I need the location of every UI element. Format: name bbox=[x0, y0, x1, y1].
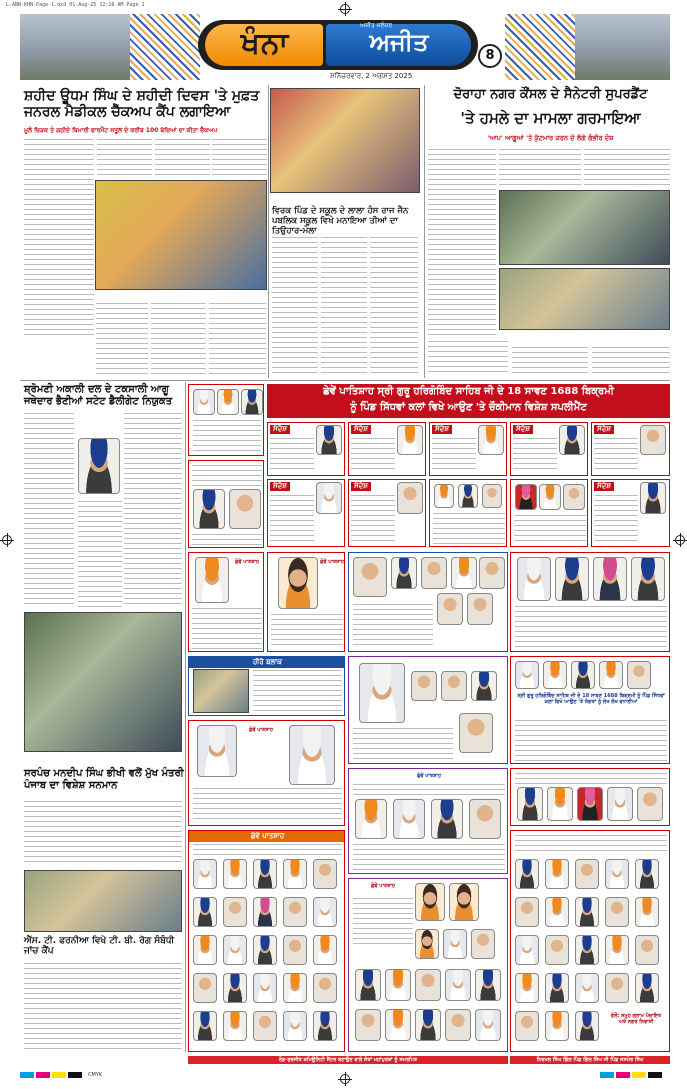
sandesh-label: ਸੰਦੇਸ਼ bbox=[351, 482, 371, 491]
ad-copy-block bbox=[353, 843, 505, 871]
ad-portrait bbox=[313, 973, 337, 1003]
ad-portrait bbox=[313, 1011, 337, 1041]
ad-portrait bbox=[316, 482, 342, 514]
ad-portrait bbox=[545, 897, 569, 927]
masthead-pattern-left bbox=[130, 14, 200, 80]
ad-portrait bbox=[223, 859, 247, 889]
ad-copy-block bbox=[253, 669, 342, 713]
ad-portrait bbox=[283, 1011, 307, 1041]
ad-portrait bbox=[283, 935, 307, 965]
ad-portrait bbox=[627, 661, 651, 689]
ad-portrait bbox=[283, 897, 307, 927]
ad-copy-block bbox=[513, 437, 557, 473]
udham-photo bbox=[95, 180, 267, 290]
paper-name: ਅਜੀਤ bbox=[369, 28, 429, 56]
ad-portrait bbox=[605, 859, 629, 889]
page-number: 8 bbox=[478, 44, 502, 68]
sandesh-label: ਸੰਦੇਸ਼ bbox=[513, 425, 533, 434]
ad-portrait bbox=[445, 1009, 471, 1041]
ad-copy-block bbox=[271, 613, 343, 649]
ad-copy-block bbox=[193, 419, 261, 453]
ad-copy-block bbox=[192, 533, 262, 545]
ad-portrait bbox=[640, 425, 666, 455]
ad-portrait bbox=[467, 593, 493, 625]
sandesh-box bbox=[591, 479, 670, 547]
column-rule-1 bbox=[268, 85, 269, 378]
ad-copy-block bbox=[353, 603, 433, 649]
akali-body-col3 bbox=[78, 500, 122, 607]
ad-portrait bbox=[545, 935, 569, 965]
udham-body-col1 bbox=[24, 138, 94, 338]
section-divider bbox=[20, 380, 670, 381]
ad-portrait bbox=[605, 897, 629, 927]
color-swatch-cyan bbox=[600, 1072, 614, 1078]
doraha-body-col4 bbox=[428, 340, 508, 376]
ad-portrait bbox=[278, 557, 318, 609]
ad-box bbox=[510, 552, 670, 652]
ad-portrait bbox=[197, 725, 237, 777]
ad-portrait bbox=[555, 557, 589, 601]
sandesh-box bbox=[591, 422, 670, 476]
sandesh-label: ਸੰਦੇਸ਼ bbox=[594, 425, 614, 434]
school-headline: ਵਿਰਕ ਪਿੰਡ ਦੇ ਸਕੂਲ ਦੇ ਲਾਲਾ ਹੰਸ ਰਾਜ ਜੈਨ ਪਬਲਿਕ ਸਕੂਲ ਵਿਖੇ ਮਨਾਇਆ ਤੀਆਂ ਦਾ ਤਿਉਹਾਰ-ਮੇਲਾ bbox=[272, 206, 409, 236]
sandesh-label: ਸੰਦੇਸ਼ bbox=[594, 482, 614, 491]
ad-copy-block bbox=[192, 607, 262, 649]
ad-copy-block bbox=[270, 494, 314, 544]
color-swatch-yellow bbox=[52, 1072, 66, 1078]
registration-mark-left bbox=[2, 535, 12, 545]
ad-portrait bbox=[543, 661, 567, 689]
ad-box bbox=[510, 479, 588, 547]
ad-portrait bbox=[599, 661, 623, 689]
ad-portrait bbox=[640, 482, 666, 514]
color-swatch-magenta bbox=[36, 1072, 50, 1078]
ad-portrait bbox=[283, 859, 307, 889]
print-slug: L-ANN-KHN-Page-1.qxd 01-Aug-25 12:16 AM Page 1 bbox=[6, 2, 145, 8]
color-swatch-yellow bbox=[632, 1072, 646, 1078]
ad-portrait bbox=[575, 935, 599, 965]
registration-mark-right bbox=[675, 535, 685, 545]
portrait-grid-heading: ਛੇਵੇਂ ਪਾਤਸ਼ਾਹ bbox=[189, 831, 345, 842]
ad-portrait bbox=[575, 897, 599, 927]
color-swatch-cyan bbox=[20, 1072, 34, 1078]
ad-copy-block bbox=[515, 605, 667, 649]
udham-subhead: ਮੂਲੇ ਚਿੜਕ ਤੇ ਗਠੀਏ ਬਿਮਾਰੀ ਫਾਰਮੈਂਟ ਸਤੂਲ ਦੇ ਕਰੀਬ 100 ਬੱਚਿਆਂ ਦਾ ਕੀਤਾ ਚੈੱਕਅਪ bbox=[24, 127, 218, 134]
ad-portrait bbox=[193, 935, 217, 965]
ad-portrait bbox=[479, 557, 505, 589]
udham-body-col6 bbox=[151, 302, 206, 377]
ad-portrait bbox=[411, 671, 437, 701]
school-body-col3 bbox=[370, 236, 418, 376]
ad-portrait bbox=[515, 859, 539, 889]
ad-portrait bbox=[289, 725, 335, 785]
ad-portrait bbox=[449, 883, 479, 921]
ad-portrait bbox=[475, 1009, 501, 1041]
ad-portrait bbox=[313, 897, 337, 927]
doraha-photo-top bbox=[499, 190, 670, 265]
ad-portrait bbox=[193, 859, 217, 889]
ad-box bbox=[510, 768, 670, 826]
ad-small-mid-left bbox=[188, 460, 264, 548]
ad-copy-block bbox=[433, 512, 505, 544]
ad-portrait bbox=[605, 973, 629, 1003]
udham-body-col4 bbox=[212, 138, 267, 178]
ad-portrait bbox=[316, 425, 342, 455]
issue-date: ਸ਼ਨਿੱਚਰਵਾਰ, 2 ਅਗਸਤ 2025 bbox=[330, 72, 413, 80]
ad-portrait bbox=[515, 935, 539, 965]
ad-portrait bbox=[229, 489, 261, 529]
ad-portrait bbox=[515, 973, 539, 1003]
ad-portrait bbox=[441, 671, 467, 701]
footer-left-text: ਰੋਡ-ਸੁਰਜੀਤ ਕਮਿਊਨਿਟੀ ਸੈਂਟਰ ਬਣਾਉਣ ਵਾਲੇ ਸੰਤਾਂ ਮਹਾਂਪੁਰਸ਼ਾਂ ਨੂੰ ਸਮਰਪਿਤ bbox=[278, 1057, 418, 1063]
ad-portrait bbox=[313, 935, 337, 965]
ad-portrait bbox=[359, 663, 405, 723]
sandesh-label: ਸੰਦੇਸ਼ bbox=[270, 482, 290, 491]
ad-portrait bbox=[575, 1011, 599, 1041]
akali-body-col1 bbox=[24, 412, 74, 607]
ad-portrait bbox=[545, 859, 569, 889]
ad-heading: ਛੇਵੇਂ ਪਾਤਸ਼ਾਹ bbox=[417, 773, 441, 779]
ad-portrait bbox=[385, 1009, 411, 1041]
sandesh-box bbox=[348, 479, 426, 547]
ad-portrait bbox=[397, 482, 423, 514]
doraha-headline-1: ਦੋਰਾਹਾ ਨਗਰ ਕੌਂਸਲ ਦੇ ਸੈਨੇਟਰੀ ਸੁਪਰਡੈਂਟ bbox=[453, 87, 648, 102]
ad-small-top-left bbox=[188, 384, 264, 456]
ahmed-photo bbox=[24, 870, 182, 932]
registration-mark-top bbox=[340, 4, 350, 14]
ad-portrait bbox=[223, 973, 247, 1003]
ad-portrait bbox=[515, 897, 539, 927]
udham-body-col5 bbox=[96, 302, 148, 377]
ad-box bbox=[348, 656, 508, 764]
color-swatch-magenta bbox=[616, 1072, 630, 1078]
doraha-body-col5 bbox=[512, 346, 588, 376]
ad-portrait bbox=[517, 557, 551, 601]
ad-portrait bbox=[635, 897, 659, 927]
greeting-line: ਸ੍ਰੀ ਗੁਰੂ ਹਰਿਗੋਬਿੰਦ ਸਾਹਿਬ ਜੀ ਦੇ 18 ਸਾਵਣ 1688 ਬਿਕ੍ਰਮੀ ਨੂੰ ਪਿੰਡ ਸਿੱਧਵਾਂ ਕਲਾਂ ਵਿਖੇ ਆਉਣ 'ਤੇ ਸੰਗਤਾਂ ਨੂੰ ਲੱਖ ਲੱਖ ਵਧਾਈਆਂ bbox=[517, 693, 665, 705]
ad-portrait bbox=[471, 929, 495, 959]
column-rule-2 bbox=[424, 85, 425, 378]
ad-portrait bbox=[469, 799, 501, 839]
paper-kicker: ਅਜੀਤ ਜਲੰਧਰ bbox=[360, 22, 393, 29]
doraha-headline-2: 'ਤੇ ਹਮਲੇ ਦਾ ਮਾਮਲਾ ਗਰਮਾਇਆ bbox=[460, 109, 641, 127]
chhevein-ad bbox=[188, 552, 264, 652]
ad-portrait bbox=[545, 1011, 569, 1041]
supplement-banner bbox=[267, 384, 670, 418]
footer-right-text: ਨਿਰਮਲ ਸਿੰਘ ਗਿੱਲ ਪਿੰਡ ਗਿੱਲ ਸਿੰਘ ਜੀ ਪਿੰਡ ਜਸਮੇਰ ਸਿੰਘ bbox=[536, 1057, 644, 1063]
supplement-footer-right bbox=[510, 1056, 670, 1064]
ad-copy-block bbox=[351, 437, 395, 473]
ad-portrait bbox=[451, 557, 477, 589]
ad-heading: ਛੇਵੇਂ ਪਾਤਸ਼ਾਹ bbox=[235, 559, 259, 565]
closing-box: ਵੱਲੋਂ: ਸਮੂਹ ਗ੍ਰਾਮ ਪੰਚਾਇਤ ਅਤੇ ਨਗਰ ਨਿਵਾਸੀ bbox=[610, 1013, 662, 1025]
ad-portrait bbox=[545, 973, 569, 1003]
school-body-col1 bbox=[272, 236, 318, 376]
ad-portrait bbox=[631, 557, 665, 601]
ad-copy-block bbox=[193, 843, 342, 855]
ahmed-body bbox=[24, 962, 182, 1052]
ad-portrait bbox=[193, 973, 217, 1003]
ad-box bbox=[348, 768, 508, 874]
sandesh-box bbox=[510, 422, 588, 476]
teej-photo bbox=[270, 88, 420, 193]
cmyk-label: CMYK bbox=[88, 1072, 103, 1078]
city-name: ਖੰਨਾ bbox=[240, 26, 290, 61]
greeting-ad bbox=[510, 656, 670, 764]
doraha-body-col2 bbox=[499, 148, 581, 188]
udham-body-col7 bbox=[209, 302, 266, 377]
ad-portrait bbox=[253, 897, 277, 927]
doraha-body-col1 bbox=[428, 148, 496, 338]
ad-portrait bbox=[253, 859, 277, 889]
ad-copy-block bbox=[192, 464, 262, 486]
ad-portrait bbox=[253, 935, 277, 965]
hero-block-heading: ਹੀਰੋ ਬਲਾਕ bbox=[189, 657, 345, 668]
ad-copy-block bbox=[353, 897, 413, 947]
ad-box bbox=[429, 479, 507, 547]
ad-portrait bbox=[577, 787, 603, 821]
ad-box bbox=[348, 552, 508, 652]
doraha-body-col3 bbox=[584, 148, 670, 188]
banner-line-2: ਨੂੰ ਪਿੰਡ ਸਿੱਧਵਾਂ ਕਲਾਂ ਵਿਖੇ ਆਉਣ 'ਤੇ ਚੌਕੀਮਾਨ ਵਿਸ਼ੇਸ਼ ਸਪਲੀਮੈਂਟ bbox=[350, 402, 587, 413]
ad-portrait bbox=[253, 1011, 277, 1041]
ad-portrait bbox=[393, 799, 425, 839]
ad-portrait bbox=[193, 489, 225, 529]
mandeep-photo bbox=[24, 612, 182, 752]
ad-portrait bbox=[385, 969, 411, 1001]
ad-portrait bbox=[355, 799, 387, 839]
ad-portrait bbox=[437, 593, 463, 625]
sandesh-box bbox=[267, 479, 345, 547]
ad-copy-block bbox=[432, 437, 476, 473]
ad-portrait bbox=[475, 969, 501, 1001]
ad-portrait bbox=[593, 557, 627, 601]
sandesh-label: ਸੰਦੇਸ਼ bbox=[351, 425, 371, 434]
ad-portrait bbox=[458, 484, 478, 508]
portrait-grid-ad bbox=[188, 830, 345, 1052]
ad-copy-block bbox=[514, 514, 586, 544]
sandesh-label: ਸੰਦੇਸ਼ bbox=[270, 425, 290, 434]
color-swatch-black bbox=[68, 1072, 82, 1078]
ad-portrait bbox=[515, 1011, 539, 1041]
udham-body-col3 bbox=[155, 138, 210, 178]
column-rule-3 bbox=[185, 382, 186, 1052]
doraha-body-col6 bbox=[592, 346, 670, 376]
ad-portrait bbox=[515, 484, 537, 510]
registration-mark-bottom bbox=[340, 1074, 350, 1084]
ad-portrait bbox=[459, 713, 493, 753]
ad-portrait bbox=[397, 425, 423, 455]
udham-body-col2 bbox=[97, 138, 152, 178]
ad-copy-block bbox=[594, 437, 638, 473]
ad-building-photo bbox=[193, 669, 249, 713]
ad-portrait bbox=[195, 557, 229, 603]
ad-portrait bbox=[415, 929, 439, 959]
ad-portrait bbox=[241, 389, 263, 415]
ad-portrait bbox=[434, 484, 454, 508]
school-body-col2 bbox=[321, 236, 367, 376]
akali-leader-photo bbox=[78, 438, 120, 494]
ad-portrait bbox=[223, 935, 247, 965]
portrait-grid-ad-right bbox=[510, 830, 670, 1052]
ad-portrait bbox=[575, 973, 599, 1003]
doraha-subhead: 'ਆਪ' ਆਗੂਆਂ 'ਤੇ ਕੁੱਟਮਾਰ ਕਰਨ ਦੇ ਲੱਗੇ ਗੰਭੀਰ ਦੋਸ਼ bbox=[487, 134, 614, 142]
color-swatch-black bbox=[648, 1072, 662, 1078]
ad-copy-block bbox=[515, 719, 667, 761]
banner-line-1: ਛੇਵੇਂ ਪਾਤਿਸ਼ਾਹ ਸ੍ਰੀ ਗੁਰੂ ਹਰਿਗੋਬਿੰਦ ਸਾਹਿਬ ਜੀ ਦੇ 18 ਸਾਵਣ 1688 ਬਿਕ੍ਰਮੀ bbox=[323, 386, 614, 397]
masthead-photo-right bbox=[575, 14, 670, 80]
ad-portrait bbox=[471, 671, 497, 701]
sandesh-box bbox=[429, 422, 507, 476]
ad-portrait bbox=[635, 859, 659, 889]
akali-body-col2 bbox=[124, 412, 182, 607]
ad-copy-block bbox=[594, 494, 638, 544]
ad-copy-block bbox=[515, 772, 667, 784]
ad-portrait bbox=[515, 661, 539, 689]
ad-portrait bbox=[355, 969, 381, 1001]
ad-copy-block bbox=[270, 437, 314, 473]
ad-portrait bbox=[421, 557, 447, 589]
ad-portrait bbox=[571, 661, 595, 689]
ad-portrait bbox=[217, 389, 239, 415]
ad-heading: ਛੇਵੇਂ ਪਾਤਸ਼ਾਹ bbox=[320, 559, 344, 565]
ad-copy-block bbox=[515, 834, 667, 854]
ad-portrait bbox=[635, 935, 659, 965]
akali-headline: ਸ਼੍ਰੋਮਣੀ ਅਕਾਲੀ ਦਲ ਦੇ ਟਕਸਾਲੀ ਆਗੂ ਜਥੇਦਾਰ ਭੈਣੀਆਂ ਸਟੇਟ ਡੈਲੀਗੇਟ ਨਿਯੁਕਤ bbox=[24, 384, 173, 407]
ad-portrait bbox=[193, 1011, 217, 1041]
mandeep-headline: ਸਰਪੰਚ ਮਨਦੀਪ ਸਿੰਘ ਭੀਖੀ ਵਲੋਂ ਮੁੱਖ ਮੰਤਰੀ ਪੰਜਾਬ ਦਾ ਵਿਸ਼ੇਸ਼ ਸਨਮਾਨ bbox=[24, 768, 184, 791]
ad-portrait bbox=[415, 883, 445, 921]
sandesh-box bbox=[348, 422, 426, 476]
ad-copy-block bbox=[351, 494, 395, 544]
ad-portrait bbox=[539, 484, 561, 510]
ad-heading: ਛੇਵੇਂ ਪਾਤਸ਼ਾਹ bbox=[371, 883, 395, 889]
ad-copy-block bbox=[353, 727, 453, 761]
ad-copy-block bbox=[353, 783, 505, 797]
ad-portrait bbox=[253, 973, 277, 1003]
sandesh-box bbox=[267, 422, 345, 476]
masthead-pattern-right bbox=[505, 14, 575, 80]
ad-portrait bbox=[193, 389, 215, 415]
ad-portrait bbox=[547, 787, 573, 821]
ad-portrait bbox=[193, 897, 217, 927]
supplement-footer-left bbox=[188, 1056, 508, 1064]
ad-portrait bbox=[313, 859, 337, 889]
ahmed-headline: ਐੱਸ. ਟੀ. ਫਰਨੀਆ ਵਿਖੇ ਟੀ. ਬੀ. ਰੋਗ ਸੰਬੰਧੀ ਜਾਂਚ ਕੈਂਪ bbox=[24, 936, 175, 957]
ad-portrait bbox=[353, 557, 387, 597]
ad-portrait bbox=[478, 425, 504, 455]
doraha-photo-bottom bbox=[499, 268, 670, 330]
ad-portrait bbox=[575, 859, 599, 889]
ad-box bbox=[267, 552, 345, 652]
ad-portrait bbox=[563, 484, 585, 510]
ad-portrait bbox=[607, 787, 633, 821]
ad-box bbox=[348, 878, 508, 1052]
ad-portrait bbox=[443, 929, 467, 959]
ad-portrait bbox=[431, 799, 463, 839]
ad-box bbox=[188, 720, 345, 826]
sandesh-label: ਸੰਦੇਸ਼ bbox=[432, 425, 452, 434]
ad-portrait bbox=[559, 425, 585, 455]
ad-portrait bbox=[355, 1009, 381, 1041]
ad-copy-block bbox=[193, 787, 342, 823]
ad-portrait bbox=[415, 1009, 441, 1041]
ad-portrait bbox=[445, 969, 471, 1001]
ad-portrait bbox=[635, 973, 659, 1003]
udham-headline: ਸ਼ਹੀਦ ਊਧਮ ਸਿੰਘ ਦੇ ਸ਼ਹੀਦੀ ਦਿਵਸ 'ਤੇ ਮੁਫ਼ਤ ਜਨਰਲ ਮੈਡੀਕਲ ਚੈੱਕਅਪ ਕੈਂਪ ਲਗਾਇਆ bbox=[24, 88, 260, 121]
ad-portrait bbox=[283, 973, 307, 1003]
ad-portrait bbox=[605, 935, 629, 965]
ad-portrait bbox=[637, 787, 663, 821]
ad-portrait bbox=[223, 1011, 247, 1041]
ad-portrait bbox=[482, 484, 502, 508]
masthead-photo-left bbox=[20, 14, 130, 80]
mandeep-body bbox=[24, 800, 182, 866]
ad-portrait bbox=[391, 557, 417, 589]
ad-portrait bbox=[415, 969, 441, 1001]
ad-portrait bbox=[517, 787, 543, 821]
ad-portrait bbox=[223, 897, 247, 927]
hero-block-ad bbox=[188, 656, 345, 716]
ad-heading: ਛੇਵੇਂ ਪਾਤਸ਼ਾਹ bbox=[249, 727, 273, 733]
